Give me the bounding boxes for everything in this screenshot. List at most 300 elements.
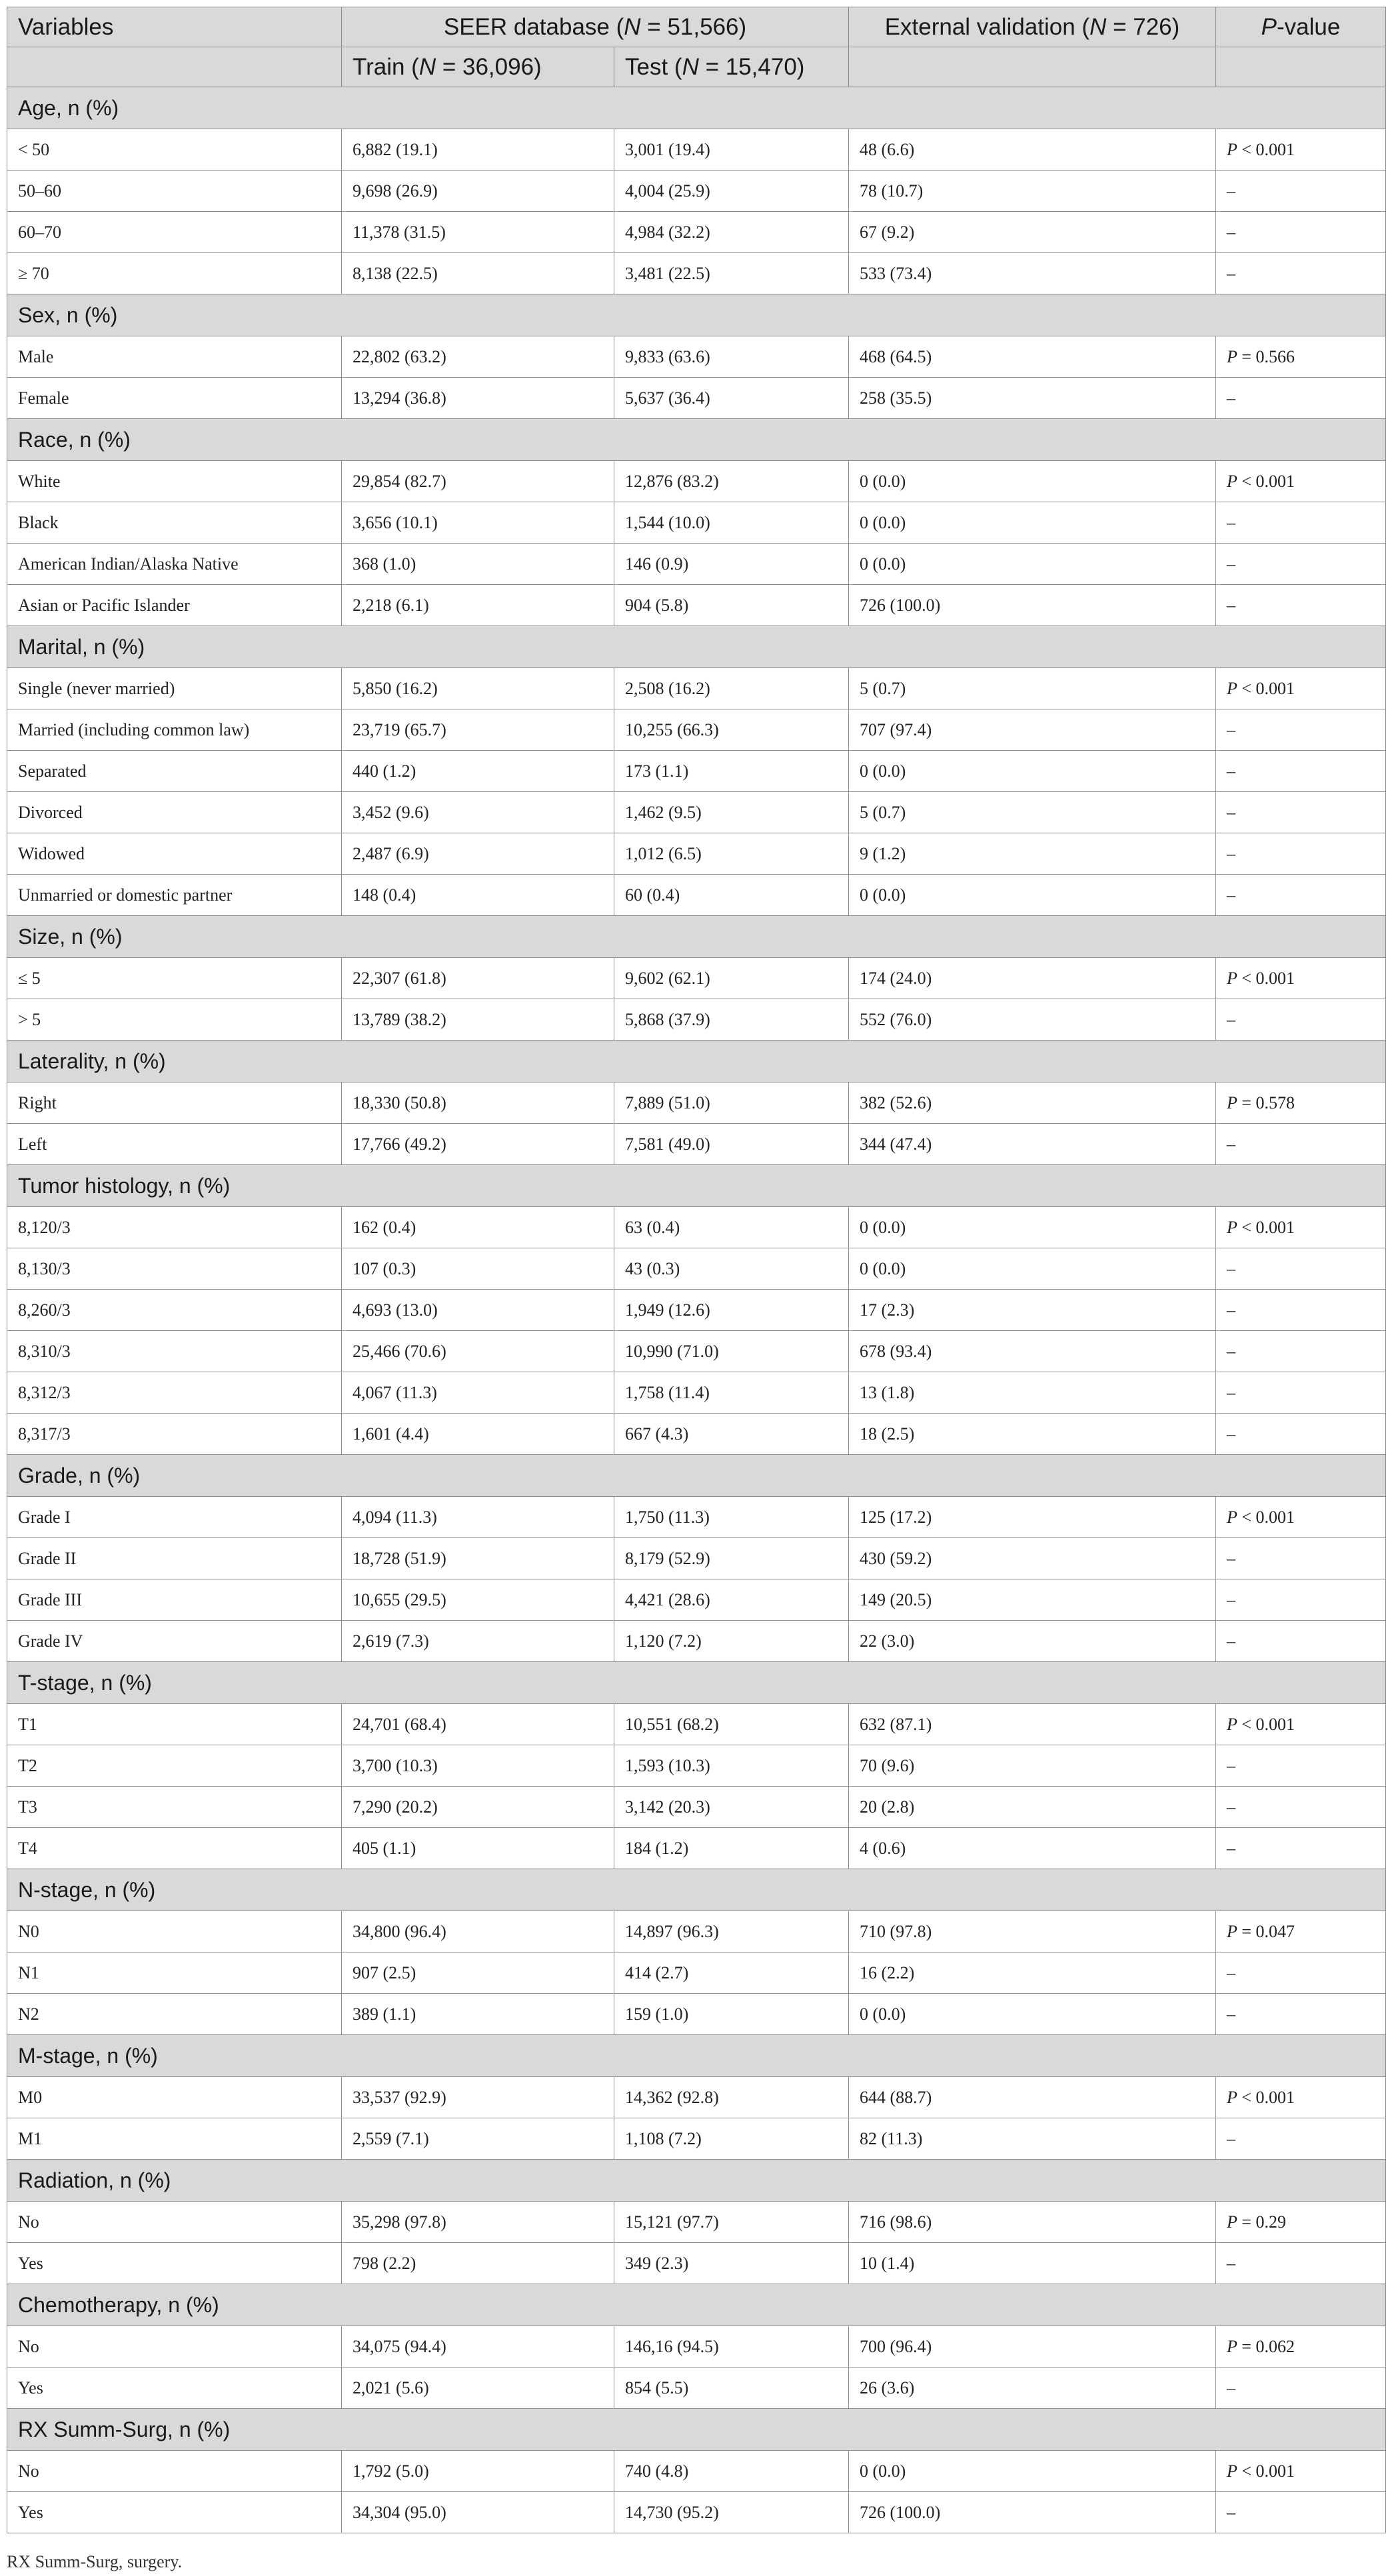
train-cell: 2,487 (6.9): [342, 833, 614, 875]
p-value-text: –: [1227, 181, 1235, 201]
p-symbol: P: [1227, 1507, 1237, 1527]
section-header-row: [7, 1455, 1386, 1497]
table-row: [7, 1911, 1386, 1952]
p-value-cell: [1216, 253, 1386, 294]
test-cell: 5,868 (37.9): [614, 999, 849, 1041]
table-row: [7, 1207, 1386, 1248]
variable-cell: ≥ 70: [7, 253, 342, 294]
variable-cell: N1: [7, 1952, 342, 1994]
external-cell: 0 (0.0): [849, 875, 1216, 916]
variable-cell: 8,310/3: [7, 1331, 342, 1372]
p-value-cell: [1216, 1621, 1386, 1662]
section-header-row: [7, 1165, 1386, 1207]
p-value-cell: [1216, 1579, 1386, 1621]
external-cell: 0 (0.0): [849, 461, 1216, 502]
p-symbol: P: [1227, 1921, 1237, 1941]
p-value-cell: [1216, 585, 1386, 626]
p-value-cell: [1216, 709, 1386, 751]
p-value-text: –: [1227, 1341, 1235, 1361]
train-cell: 13,789 (38.2): [342, 999, 614, 1041]
variable-cell: Grade IV: [7, 1621, 342, 1662]
p-value-text: < 0.001: [1237, 1714, 1295, 1734]
section-title: Grade, n (%): [7, 1455, 1386, 1497]
external-cell: 533 (73.4): [849, 253, 1216, 294]
p-value-text: –: [1227, 1589, 1235, 1609]
p-symbol: P: [1227, 968, 1237, 988]
test-cell: 14,362 (92.8): [614, 2077, 849, 2118]
variable-cell: Unmarried or domestic partner: [7, 875, 342, 916]
variable-cell: Asian or Pacific Islander: [7, 585, 342, 626]
section-title: Radiation, n (%): [7, 2160, 1386, 2202]
p-value-text: = 0.29: [1237, 2212, 1287, 2232]
table-row: [7, 1414, 1386, 1455]
test-cell: 43 (0.3): [614, 1248, 849, 1290]
train-cell: 405 (1.1): [342, 1828, 614, 1869]
train-cell: 3,656 (10.1): [342, 502, 614, 544]
test-cell: 14,730 (95.2): [614, 2492, 849, 2533]
external-cell: 10 (1.4): [849, 2243, 1216, 2284]
variable-cell: Divorced: [7, 792, 342, 833]
p-value-cell: [1216, 1828, 1386, 1869]
p-symbol: P: [1227, 2461, 1237, 2481]
external-cell: 552 (76.0): [849, 999, 1216, 1041]
train-cell: 4,693 (13.0): [342, 1290, 614, 1331]
section-title: Size, n (%): [7, 916, 1386, 958]
p-value-text: = 0.578: [1237, 1092, 1295, 1112]
variable-cell: No: [7, 2202, 342, 2243]
table-row: [7, 1497, 1386, 1538]
test-cell: 7,889 (51.0): [614, 1082, 849, 1124]
train-cell: 2,559 (7.1): [342, 2118, 614, 2160]
external-cell: 16 (2.2): [849, 1952, 1216, 1994]
external-cell: 13 (1.8): [849, 1372, 1216, 1414]
table-row: [7, 502, 1386, 544]
test-cell: 854 (5.5): [614, 2367, 849, 2409]
section-title: Chemotherapy, n (%): [7, 2284, 1386, 2326]
section-header-row: [7, 2284, 1386, 2326]
external-cell: 678 (93.4): [849, 1331, 1216, 1372]
test-cell: 1,758 (11.4): [614, 1372, 849, 1414]
external-cell: 716 (98.6): [849, 2202, 1216, 2243]
external-cell: 0 (0.0): [849, 1994, 1216, 2035]
section-title: Marital, n (%): [7, 626, 1386, 668]
test-cell: 904 (5.8): [614, 585, 849, 626]
p-value-cell: [1216, 668, 1386, 709]
external-cell: 707 (97.4): [849, 709, 1216, 751]
test-cell: 5,637 (36.4): [614, 378, 849, 419]
variable-cell: T2: [7, 1745, 342, 1787]
test-cell: 7,581 (49.0): [614, 1124, 849, 1165]
p-value-text: –: [1227, 1797, 1235, 1817]
section-header-row: [7, 1041, 1386, 1082]
p-value-cell: [1216, 2202, 1386, 2243]
table-row: [7, 1124, 1386, 1165]
test-cell: 60 (0.4): [614, 875, 849, 916]
variable-cell: No: [7, 2326, 342, 2367]
external-cell: 78 (10.7): [849, 171, 1216, 212]
table-body: [7, 87, 1386, 2533]
variable-cell: Widowed: [7, 833, 342, 875]
section-header-row: [7, 294, 1386, 336]
test-cell: 159 (1.0): [614, 1994, 849, 2035]
p-value-text: < 0.001: [1237, 2087, 1295, 2107]
table-row: [7, 461, 1386, 502]
variable-cell: T1: [7, 1704, 342, 1745]
train-cell: 18,728 (51.9): [342, 1538, 614, 1579]
p-value-cell: [1216, 1124, 1386, 1165]
p-value-cell: [1216, 502, 1386, 544]
table-row: [7, 709, 1386, 751]
p-value-cell: [1216, 1745, 1386, 1787]
header-empty-cell: [1216, 47, 1386, 87]
test-cell: 10,990 (71.0): [614, 1331, 849, 1372]
test-cell: 12,876 (83.2): [614, 461, 849, 502]
table-row: [7, 833, 1386, 875]
external-cell: 5 (0.7): [849, 668, 1216, 709]
test-cell: 63 (0.4): [614, 1207, 849, 1248]
table-row: [7, 1290, 1386, 1331]
p-value-text: –: [1227, 263, 1235, 283]
train-cell: 107 (0.3): [342, 1248, 614, 1290]
external-cell: 20 (2.8): [849, 1787, 1216, 1828]
test-cell: 1,544 (10.0): [614, 502, 849, 544]
table-row: [7, 2367, 1386, 2409]
train-cell: 368 (1.0): [342, 544, 614, 585]
section-title: M-stage, n (%): [7, 2035, 1386, 2077]
p-value-text: < 0.001: [1237, 678, 1295, 698]
p-value-cell: [1216, 875, 1386, 916]
table-row: [7, 2243, 1386, 2284]
table-row: [7, 1828, 1386, 1869]
p-symbol: P: [1227, 139, 1237, 159]
variable-cell: N2: [7, 1994, 342, 2035]
p-symbol: P: [1227, 2212, 1237, 2232]
section-title: Laterality, n (%): [7, 1041, 1386, 1082]
p-value-cell: [1216, 1082, 1386, 1124]
p-value-cell: [1216, 212, 1386, 253]
p-value-text: –: [1227, 1424, 1235, 1444]
table-row: [7, 1994, 1386, 2035]
section-title: T-stage, n (%): [7, 1662, 1386, 1704]
train-cell: 2,619 (7.3): [342, 1621, 614, 1662]
section-title: Sex, n (%): [7, 294, 1386, 336]
test-cell: 184 (1.2): [614, 1828, 849, 1869]
table-row: [7, 2077, 1386, 2118]
train-cell: 440 (1.2): [342, 751, 614, 792]
variable-cell: 8,317/3: [7, 1414, 342, 1455]
variable-cell: < 50: [7, 129, 342, 171]
test-cell: 8,179 (52.9): [614, 1538, 849, 1579]
p-symbol: P: [1227, 1217, 1237, 1237]
variable-cell: M1: [7, 2118, 342, 2160]
p-value-text: = 0.062: [1237, 2336, 1295, 2356]
variable-cell: Yes: [7, 2492, 342, 2533]
table-row: [7, 1538, 1386, 1579]
test-cell: 10,551 (68.2): [614, 1704, 849, 1745]
header-p-value: P-value: [1216, 7, 1386, 47]
section-header-row: [7, 2035, 1386, 2077]
section-title: Age, n (%): [7, 87, 1386, 129]
p-value-text: –: [1227, 388, 1235, 408]
p-value-cell: [1216, 1952, 1386, 1994]
p-value-text: = 0.566: [1237, 346, 1295, 366]
p-value-text: –: [1227, 719, 1235, 739]
variable-cell: Black: [7, 502, 342, 544]
table-row: [7, 999, 1386, 1041]
test-cell: 14,897 (96.3): [614, 1911, 849, 1952]
train-cell: 17,766 (49.2): [342, 1124, 614, 1165]
p-value-cell: [1216, 751, 1386, 792]
test-cell: 10,255 (66.3): [614, 709, 849, 751]
table-row: [7, 792, 1386, 833]
external-cell: 710 (97.8): [849, 1911, 1216, 1952]
variable-cell: American Indian/Alaska Native: [7, 544, 342, 585]
train-cell: 29,854 (82.7): [342, 461, 614, 502]
table-row: [7, 1704, 1386, 1745]
external-cell: 632 (87.1): [849, 1704, 1216, 1745]
test-cell: 146,16 (94.5): [614, 2326, 849, 2367]
external-cell: 82 (11.3): [849, 2118, 1216, 2160]
p-value-cell: [1216, 2451, 1386, 2492]
p-value-text: –: [1227, 2377, 1235, 2397]
table-row: [7, 1579, 1386, 1621]
p-value-cell: [1216, 958, 1386, 999]
section-header-row: [7, 87, 1386, 129]
p-value-text: –: [1227, 512, 1235, 532]
external-cell: 0 (0.0): [849, 751, 1216, 792]
test-cell: 3,001 (19.4): [614, 129, 849, 171]
test-cell: 4,004 (25.9): [614, 171, 849, 212]
train-cell: 907 (2.5): [342, 1952, 614, 1994]
p-value-text: –: [1227, 843, 1235, 863]
p-value-text: < 0.001: [1237, 968, 1295, 988]
section-header-row: [7, 1662, 1386, 1704]
variable-cell: Grade II: [7, 1538, 342, 1579]
section-header-row: [7, 2409, 1386, 2451]
external-cell: 67 (9.2): [849, 212, 1216, 253]
variable-cell: Female: [7, 378, 342, 419]
p-value-text: = 0.047: [1237, 1921, 1295, 1941]
train-cell: 18,330 (50.8): [342, 1082, 614, 1124]
variable-cell: Left: [7, 1124, 342, 1165]
train-cell: 389 (1.1): [342, 1994, 614, 2035]
table-row: [7, 2118, 1386, 2160]
external-cell: 0 (0.0): [849, 2451, 1216, 2492]
external-cell: 344 (47.4): [849, 1124, 1216, 1165]
table-row: [7, 585, 1386, 626]
external-cell: 726 (100.0): [849, 2492, 1216, 2533]
variable-cell: Yes: [7, 2367, 342, 2409]
p-value-cell: [1216, 999, 1386, 1041]
train-cell: 34,304 (95.0): [342, 2492, 614, 2533]
section-header-row: [7, 916, 1386, 958]
p-value-cell: [1216, 461, 1386, 502]
table-row: [7, 171, 1386, 212]
section-header-row: [7, 626, 1386, 668]
train-cell: 162 (0.4): [342, 1207, 614, 1248]
table-row: [7, 1331, 1386, 1372]
p-value-text: –: [1227, 2004, 1235, 2024]
external-cell: 726 (100.0): [849, 585, 1216, 626]
p-value-cell: [1216, 1248, 1386, 1290]
train-cell: 2,218 (6.1): [342, 585, 614, 626]
test-cell: 15,121 (97.7): [614, 2202, 849, 2243]
table-row: [7, 2326, 1386, 2367]
external-cell: 149 (20.5): [849, 1579, 1216, 1621]
p-value-text: –: [1227, 761, 1235, 781]
train-cell: 4,094 (11.3): [342, 1497, 614, 1538]
train-cell: 1,601 (4.4): [342, 1414, 614, 1455]
variable-cell: Right: [7, 1082, 342, 1124]
test-cell: 349 (2.3): [614, 2243, 849, 2284]
p-value-text: –: [1227, 1134, 1235, 1154]
test-cell: 1,949 (12.6): [614, 1290, 849, 1331]
p-value-cell: [1216, 129, 1386, 171]
p-value-text: < 0.001: [1237, 1217, 1295, 1237]
p-value-cell: [1216, 544, 1386, 585]
train-cell: 3,700 (10.3): [342, 1745, 614, 1787]
p-value-text: –: [1227, 1258, 1235, 1278]
variable-cell: 60–70: [7, 212, 342, 253]
variable-cell: Married (including common law): [7, 709, 342, 751]
p-value-text: –: [1227, 595, 1235, 615]
p-value-cell: [1216, 2326, 1386, 2367]
variable-cell: No: [7, 2451, 342, 2492]
p-value-text: –: [1227, 802, 1235, 822]
train-cell: 33,537 (92.9): [342, 2077, 614, 2118]
table-row: [7, 1952, 1386, 1994]
external-cell: 430 (59.2): [849, 1538, 1216, 1579]
variable-cell: 8,312/3: [7, 1372, 342, 1414]
p-value-cell: [1216, 1414, 1386, 1455]
table-row: [7, 1787, 1386, 1828]
test-cell: 3,481 (22.5): [614, 253, 849, 294]
variable-cell: 8,120/3: [7, 1207, 342, 1248]
test-cell: 414 (2.7): [614, 1952, 849, 1994]
p-symbol: P: [1227, 346, 1237, 366]
p-value-text: –: [1227, 2253, 1235, 2273]
p-value-cell: [1216, 171, 1386, 212]
p-value-cell: [1216, 1538, 1386, 1579]
test-cell: 9,833 (63.6): [614, 336, 849, 378]
p-value-text: –: [1227, 1009, 1235, 1029]
table-row: [7, 378, 1386, 419]
table-row: [7, 2451, 1386, 2492]
table-row: [7, 958, 1386, 999]
p-symbol: P: [1227, 1092, 1237, 1112]
train-cell: 34,800 (96.4): [342, 1911, 614, 1952]
external-cell: 0 (0.0): [849, 544, 1216, 585]
p-value-cell: [1216, 2243, 1386, 2284]
section-title: Tumor histology, n (%): [7, 1165, 1386, 1207]
section-header-row: [7, 1869, 1386, 1911]
test-cell: 2,508 (16.2): [614, 668, 849, 709]
train-cell: 23,719 (65.7): [342, 709, 614, 751]
external-cell: 644 (88.7): [849, 2077, 1216, 2118]
p-value-cell: [1216, 1994, 1386, 2035]
table-row: [7, 2202, 1386, 2243]
table-footnote: RX Summ-Surg, surgery.: [7, 2552, 183, 2571]
train-cell: 10,655 (29.5): [342, 1579, 614, 1621]
p-value-cell: [1216, 1290, 1386, 1331]
variable-cell: Yes: [7, 2243, 342, 2284]
table-row: [7, 1621, 1386, 1662]
p-value-cell: [1216, 1372, 1386, 1414]
section-title: N-stage, n (%): [7, 1869, 1386, 1911]
table-row: [7, 212, 1386, 253]
train-cell: 5,850 (16.2): [342, 668, 614, 709]
variable-cell: M0: [7, 2077, 342, 2118]
variable-cell: 8,260/3: [7, 1290, 342, 1331]
p-value-text: < 0.001: [1237, 471, 1295, 491]
table-row: [7, 751, 1386, 792]
train-cell: 13,294 (36.8): [342, 378, 614, 419]
variable-cell: Male: [7, 336, 342, 378]
external-cell: 174 (24.0): [849, 958, 1216, 999]
train-cell: 148 (0.4): [342, 875, 614, 916]
variable-cell: > 5: [7, 999, 342, 1041]
variable-cell: Grade III: [7, 1579, 342, 1621]
external-cell: 468 (64.5): [849, 336, 1216, 378]
train-cell: 7,290 (20.2): [342, 1787, 614, 1828]
p-value-cell: [1216, 2367, 1386, 2409]
p-value-cell: [1216, 2118, 1386, 2160]
section-header-row: [7, 419, 1386, 461]
p-value-text: –: [1227, 2128, 1235, 2148]
p-value-text: –: [1227, 885, 1235, 905]
external-cell: 48 (6.6): [849, 129, 1216, 171]
p-value-text: –: [1227, 1755, 1235, 1775]
external-cell: 9 (1.2): [849, 833, 1216, 875]
external-cell: 18 (2.5): [849, 1414, 1216, 1455]
test-cell: 9,602 (62.1): [614, 958, 849, 999]
variable-cell: Grade I: [7, 1497, 342, 1538]
test-cell: 1,750 (11.3): [614, 1497, 849, 1538]
train-cell: 24,701 (68.4): [342, 1704, 614, 1745]
p-value-cell: [1216, 378, 1386, 419]
train-cell: 2,021 (5.6): [342, 2367, 614, 2409]
header-seer-database: SEER database (N = 51,566): [342, 7, 849, 47]
table-row: [7, 544, 1386, 585]
section-title: RX Summ-Surg, n (%): [7, 2409, 1386, 2451]
p-value-text: –: [1227, 554, 1235, 574]
external-cell: 70 (9.6): [849, 1745, 1216, 1787]
external-cell: 382 (52.6): [849, 1082, 1216, 1124]
train-cell: 25,466 (70.6): [342, 1331, 614, 1372]
p-value-cell: [1216, 1911, 1386, 1952]
test-cell: 1,108 (7.2): [614, 2118, 849, 2160]
p-value-cell: [1216, 1207, 1386, 1248]
table-row: [7, 668, 1386, 709]
test-cell: 1,012 (6.5): [614, 833, 849, 875]
p-value-cell: [1216, 2492, 1386, 2533]
test-cell: 1,462 (9.5): [614, 792, 849, 833]
p-value-text: < 0.001: [1237, 139, 1295, 159]
header-test: Test (N = 15,470): [614, 47, 849, 87]
header-empty-cell: [849, 47, 1216, 87]
table-row: [7, 336, 1386, 378]
external-cell: 22 (3.0): [849, 1621, 1216, 1662]
test-cell: 1,120 (7.2): [614, 1621, 849, 1662]
variable-cell: T3: [7, 1787, 342, 1828]
train-cell: 6,882 (19.1): [342, 129, 614, 171]
p-symbol: P: [1227, 2336, 1237, 2356]
p-value-cell: [1216, 792, 1386, 833]
p-value-cell: [1216, 1704, 1386, 1745]
variable-cell: Single (never married): [7, 668, 342, 709]
table-row: [7, 1082, 1386, 1124]
p-value-text: –: [1227, 1631, 1235, 1651]
